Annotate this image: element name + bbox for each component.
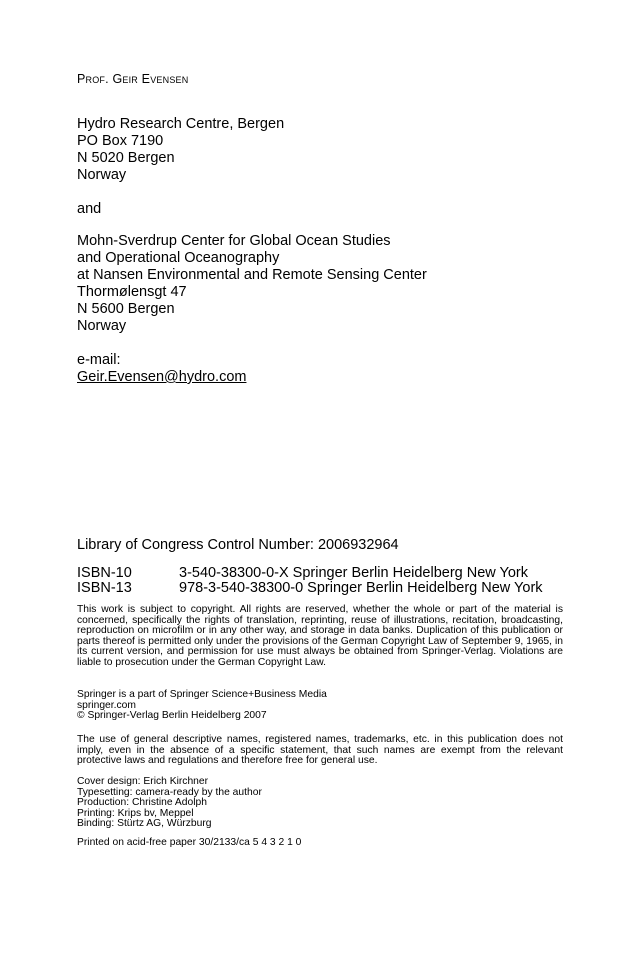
isbn-block bbox=[77, 566, 563, 596]
lccn: Library of Congress Control Number: 2006932964 bbox=[77, 537, 399, 553]
email-block bbox=[77, 352, 563, 386]
printing-info: Printed on acid-free paper 30/2133/ca 5 4 3 2 1 0 bbox=[77, 837, 302, 848]
and-text: and bbox=[77, 201, 102, 217]
address-line: Thormølensgt 47 bbox=[77, 284, 187, 300]
isbn-value: 978-3-540-38300-0 Springer Berlin Heidelberg New York bbox=[179, 580, 543, 596]
copyright-line: © Springer-Verlag Berlin Heidelberg 2007 bbox=[77, 710, 267, 721]
address-line: Hydro Research Centre, Bergen bbox=[77, 116, 285, 132]
credit-line: Binding: Stürtz AG, Würzburg bbox=[77, 818, 212, 829]
address-line: Norway bbox=[77, 167, 127, 183]
author-name: Prof. Geir Evensen bbox=[77, 72, 189, 86]
copyright-notice: This work is subject to copyright. All rights are reserved, whether the whole or part of the material is concerned, specifically the rights of translation, reprinting, reuse of illustrations, recitation, broadcasting, reproduction on microfilm or in any other way, and storage in data banks. Duplication of this publication or parts thereof is permitted only under the provisions of the German Copyright Law of September 9, 1965, in its current version, and permission for use must always be obtained from Springer-Verlag. Violations are liable to prosecution under the German Copyright Law. bbox=[77, 604, 563, 668]
address-line: and Operational Oceanography bbox=[77, 250, 280, 266]
primary-address bbox=[77, 116, 563, 184]
address-line: at Nansen Environmental and Remote Sensing Center bbox=[77, 267, 427, 283]
publisher-url[interactable]: springer.com bbox=[77, 699, 136, 711]
address-line: Mohn-Sverdrup Center for Global Ocean Studies bbox=[77, 233, 391, 249]
credit-line: Production: Christine Adolph bbox=[77, 797, 207, 808]
email-label: e-mail: bbox=[77, 352, 121, 368]
address-line: Norway bbox=[77, 318, 127, 334]
publisher-line: Springer is a part of Springer Science+Business Media bbox=[77, 689, 327, 700]
email-link[interactable]: Geir.Evensen@hydro.com bbox=[77, 369, 247, 385]
isbn-row bbox=[77, 581, 563, 596]
address-line: N 5020 Bergen bbox=[77, 150, 175, 166]
trademark-notice: The use of general descriptive names, registered names, trademarks, etc. in this publication does not imply, even in the absence of a specific statement, that such names are exempt from the relevant protective laws and regulations and therefore free for general use. bbox=[77, 734, 563, 766]
isbn-label: ISBN-13 bbox=[77, 580, 132, 596]
publisher-info bbox=[77, 690, 563, 722]
isbn-label: ISBN-10 bbox=[77, 565, 132, 581]
secondary-address bbox=[77, 233, 563, 335]
isbn-row bbox=[77, 566, 563, 581]
credit-line: Cover design: Erich Kirchner bbox=[77, 776, 209, 787]
production-credits bbox=[77, 777, 563, 830]
credit-line: Printing: Krips bv, Meppel bbox=[77, 807, 194, 819]
address-line: PO Box 7190 bbox=[77, 133, 164, 149]
address-line: N 5600 Bergen bbox=[77, 301, 175, 317]
credit-line: Typesetting: camera-ready by the author bbox=[77, 786, 262, 798]
isbn-value: 3-540-38300-0-X Springer Berlin Heidelberg New York bbox=[179, 565, 529, 581]
